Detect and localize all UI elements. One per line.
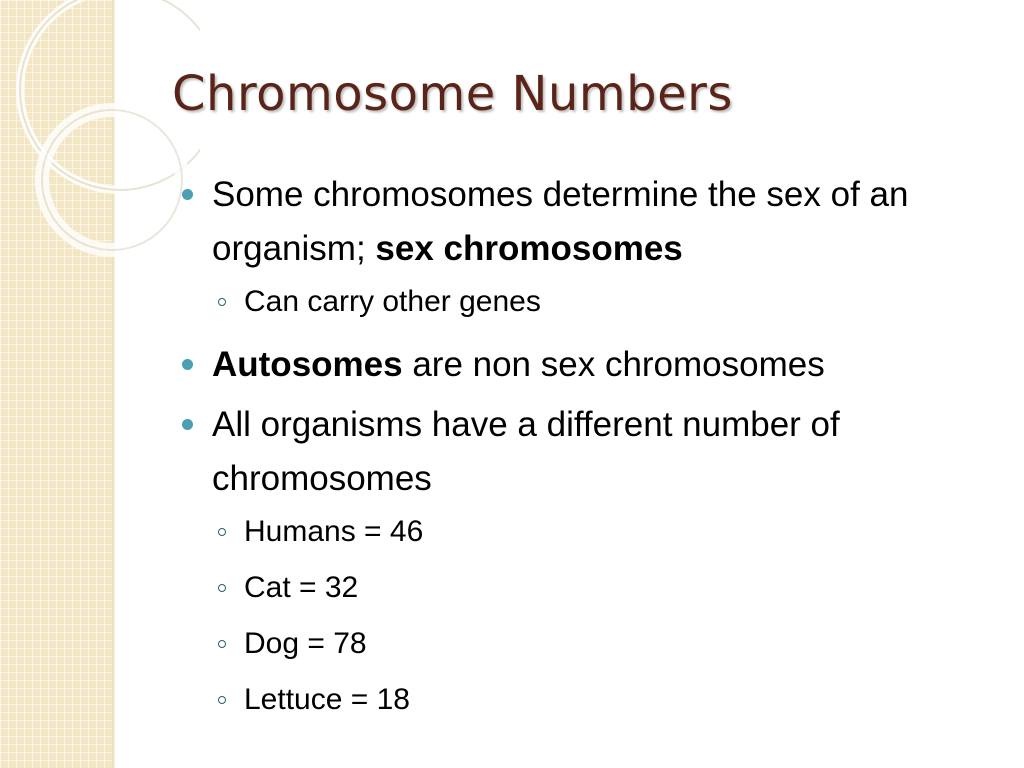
sub-bullet-ring-icon bbox=[218, 298, 226, 306]
sub-bullet-item bbox=[182, 512, 1002, 552]
sub-bullet-item bbox=[182, 282, 1002, 322]
bullet-text: All organisms have a different number of chromosomes bbox=[212, 405, 840, 498]
sub-bullet-text: Dog = 78 bbox=[244, 627, 367, 660]
decorative-band bbox=[0, 0, 112, 768]
bullet-text: are non sex chromosomes bbox=[402, 345, 825, 384]
sub-bullet-text: Can carry other genes bbox=[244, 285, 541, 318]
bullet-list bbox=[182, 168, 1002, 736]
sub-bullet-text: Lettuce = 18 bbox=[244, 683, 410, 716]
bullet-item bbox=[182, 398, 1002, 506]
band-edge bbox=[112, 0, 115, 768]
sub-bullet-item bbox=[182, 624, 1002, 664]
bullet-dot-icon bbox=[182, 189, 193, 200]
sub-bullet-item bbox=[182, 568, 1002, 608]
sub-bullet-ring-icon bbox=[218, 696, 226, 704]
sub-bullet-ring-icon bbox=[218, 640, 226, 648]
sub-bullet-text: Humans = 46 bbox=[244, 515, 424, 548]
sub-bullet-item bbox=[182, 680, 1002, 720]
sub-bullet-text: Cat = 32 bbox=[244, 571, 359, 604]
sub-bullet-ring-icon bbox=[218, 528, 226, 536]
bullet-text: Some chromosomes determine the sex of an organism; bbox=[212, 175, 909, 268]
bullet-dot-icon bbox=[182, 359, 193, 370]
sub-bullet-ring-icon bbox=[218, 584, 226, 592]
bullet-bold-term: sex chromosomes bbox=[375, 229, 683, 268]
slide-title: Chromosome Numbers bbox=[172, 66, 733, 122]
bullet-bold-term: Autosomes bbox=[212, 345, 403, 384]
bullet-dot-icon bbox=[182, 419, 193, 430]
bullet-item bbox=[182, 168, 1002, 276]
bullet-item bbox=[182, 338, 1002, 392]
